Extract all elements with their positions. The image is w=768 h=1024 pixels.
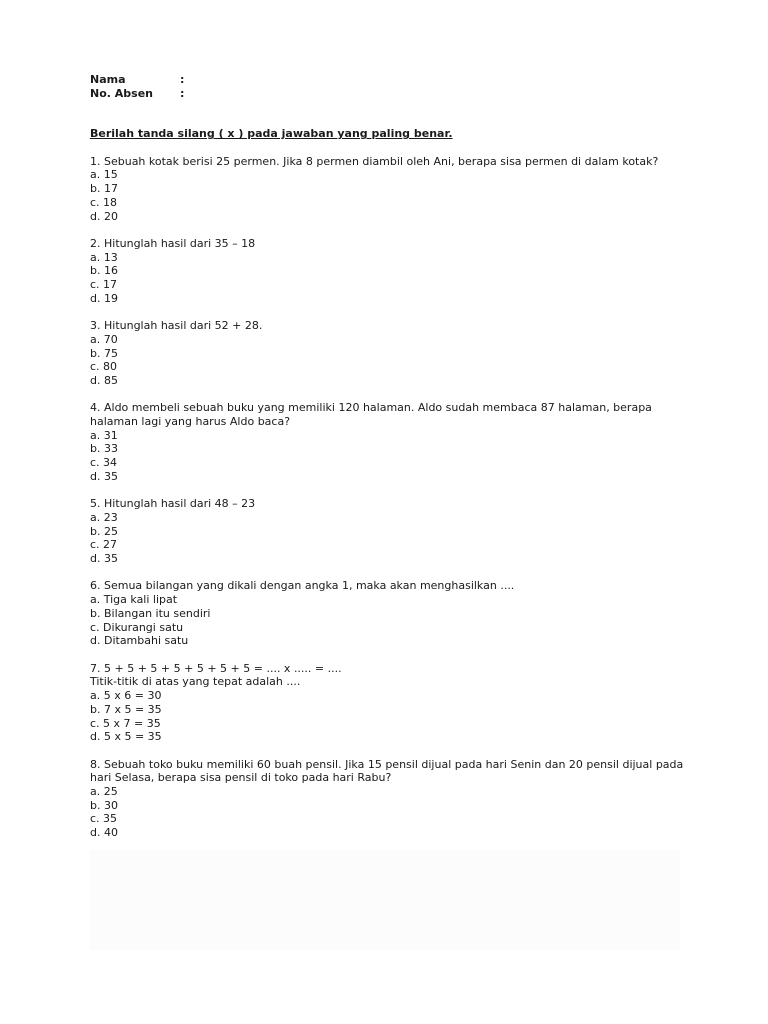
question-7 — [90, 662, 690, 744]
question-5 — [90, 497, 690, 566]
option-d: d. 19 — [90, 291, 118, 305]
option-c: c. 80 — [90, 360, 118, 374]
number-colon: : — [180, 86, 185, 100]
question-text: 2. Hitunglah hasil dari 35 – 18 — [90, 236, 256, 250]
option-a: a. 5 x 6 = 30 — [90, 689, 162, 703]
option-d: d. 20 — [90, 209, 118, 223]
question-1 — [90, 155, 690, 224]
question-6 — [90, 579, 690, 648]
option-d: d. 35 — [90, 469, 118, 483]
question-text: 1. Sebuah kotak berisi 25 permen. Jika 8 permen diambil oleh Ani, berapa sisa permen di dalam kotak? — [90, 154, 659, 168]
name-colon: : — [180, 73, 185, 86]
option-d: d. 85 — [90, 373, 118, 387]
question-text: 8. Sebuah toko buku memiliki 60 buah pensil. Jika 15 pensil dijual pada hari Senin dan 20 pensil dijual pada hari Selasa, berapa sisa pensil di toko pada hari Rabu? — [90, 757, 684, 785]
option-b: b. 25 — [90, 524, 118, 538]
number-label: No. Absen — [90, 86, 153, 100]
option-d: d. 40 — [90, 826, 118, 840]
name-label: Nama — [90, 73, 126, 86]
option-b: b. 75 — [90, 346, 118, 360]
option-a: a. Tiga kali lipat — [90, 593, 178, 607]
question-text: 5. Hitunglah hasil dari 48 – 23 — [90, 497, 256, 511]
option-d: d. 5 x 5 = 35 — [90, 730, 162, 744]
question-text: 3. Hitunglah hasil dari 52 + 28. — [90, 319, 263, 333]
question-3 — [90, 319, 690, 388]
option-a: a. 70 — [90, 332, 118, 346]
question-4 — [90, 401, 690, 483]
question-2 — [90, 237, 690, 306]
question-text: 4. Aldo membeli sebuah buku yang memiliki 120 halaman. Aldo sudah membaca 87 halaman, berapa halaman lagi yang harus Aldo baca? — [90, 401, 652, 429]
question-subtext: Titik-titik di atas yang tepat adalah .... — [90, 675, 301, 689]
worksheet-content — [90, 73, 690, 840]
option-b: b. 33 — [90, 442, 118, 456]
number-row — [90, 87, 690, 101]
page-shade — [90, 850, 680, 950]
option-c: c. 17 — [90, 278, 118, 292]
option-c: c. 27 — [90, 538, 118, 552]
option-b: b. 16 — [90, 264, 118, 278]
option-a: a. 13 — [90, 250, 118, 264]
question-text: 7. 5 + 5 + 5 + 5 + 5 + 5 + 5 = .... x ..... = .... — [90, 661, 342, 675]
option-c: c. Dikurangi satu — [90, 620, 184, 634]
option-a: a. 25 — [90, 785, 118, 798]
option-d: d. 35 — [90, 552, 118, 566]
option-c: c. 5 x 7 = 35 — [90, 716, 161, 730]
option-c: c. 18 — [90, 195, 118, 209]
option-a: a. 23 — [90, 510, 118, 524]
name-row — [90, 73, 690, 87]
option-b: b. 7 x 5 = 35 — [90, 702, 162, 716]
option-a: a. 15 — [90, 168, 118, 182]
option-a: a. 31 — [90, 428, 118, 442]
option-c: c. 34 — [90, 456, 118, 470]
option-b: b. 30 — [90, 798, 118, 812]
question-8 — [90, 758, 690, 840]
option-b: b. Bilangan itu sendiri — [90, 606, 211, 620]
instruction-text: Berilah tanda silang ( x ) pada jawaban yang paling benar. — [90, 127, 453, 141]
question-text: 6. Semua bilangan yang dikali dengan angka 1, maka akan menghasilkan .... — [90, 579, 515, 593]
option-c: c. 35 — [90, 812, 118, 826]
option-b: b. 17 — [90, 182, 118, 196]
option-d: d. Ditambahi satu — [90, 634, 189, 648]
